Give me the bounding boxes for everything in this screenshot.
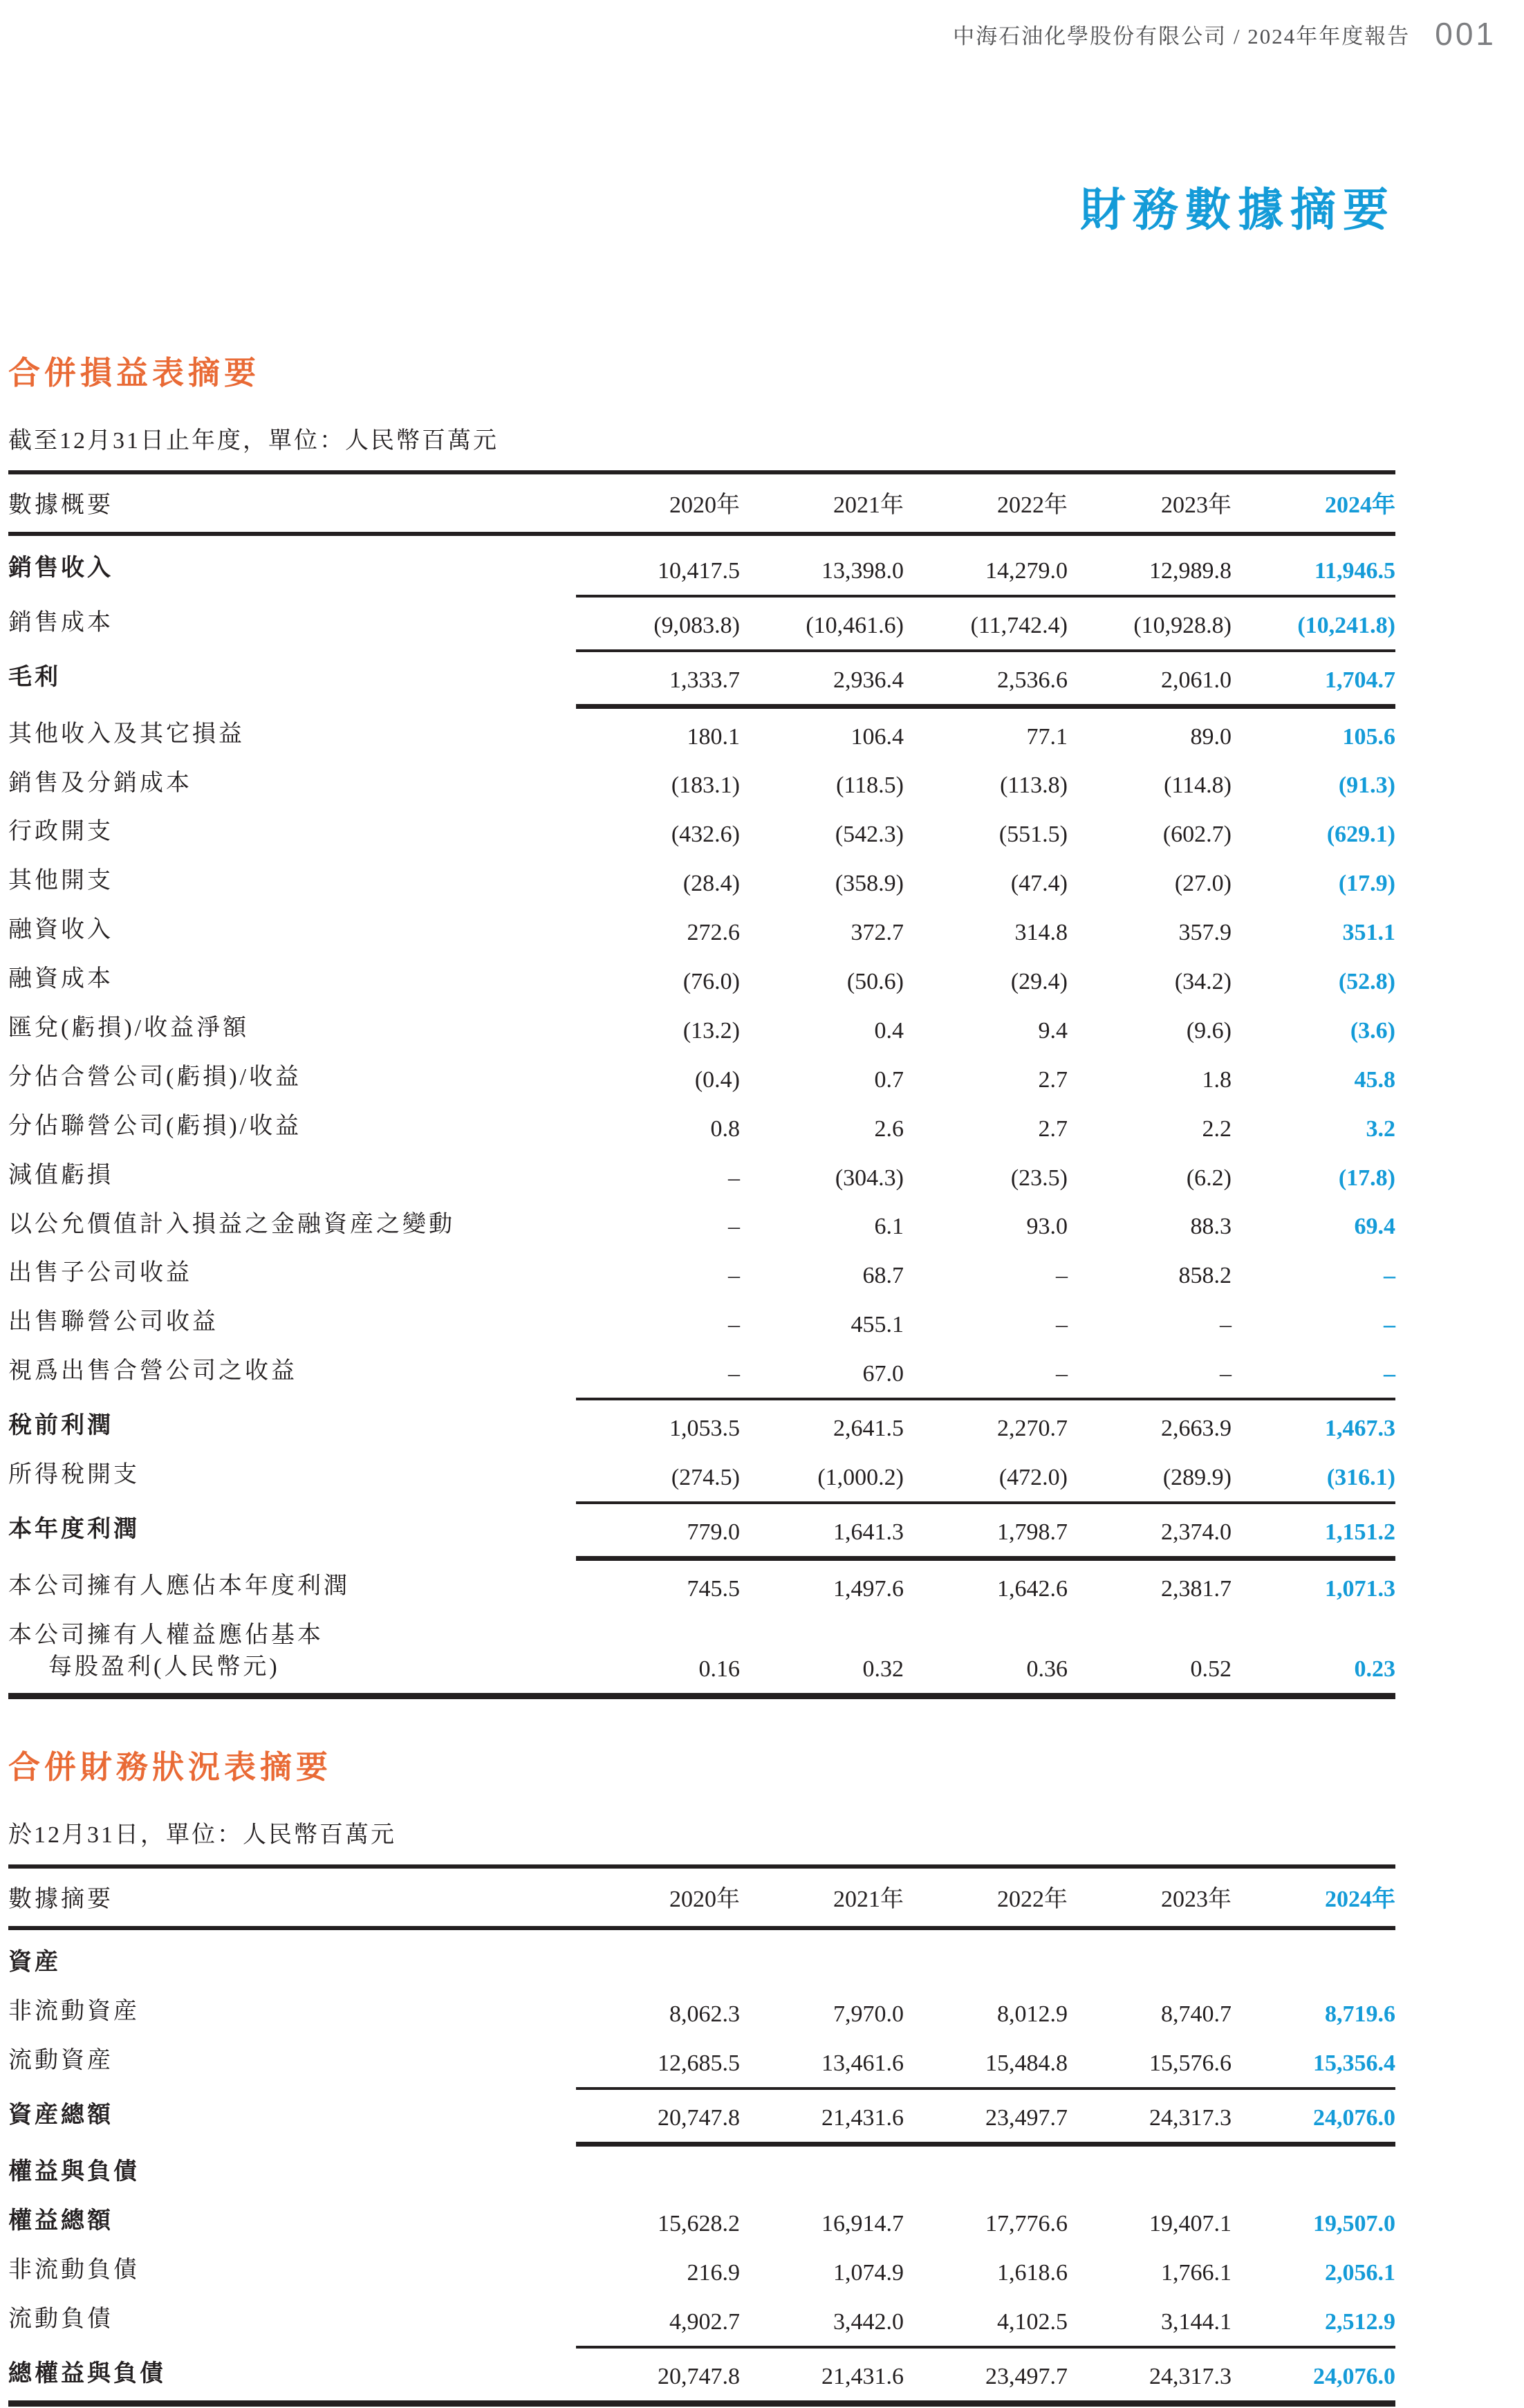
cell-value: (10,241.8)	[1297, 612, 1395, 638]
row-label-line1: 本公司擁有人權益應佔基本	[8, 1622, 324, 1648]
cell-value: 2,061.0	[1161, 667, 1232, 693]
income-statement-heading: 合併損益表摘要	[8, 355, 260, 391]
table-rule	[576, 1501, 1395, 1504]
cell-value: 1,618.6	[997, 2259, 1068, 2286]
cell-value: –	[1384, 1361, 1395, 1387]
cell-value: (472.0)	[998, 1464, 1068, 1490]
cell-value: (0.4)	[694, 1066, 740, 1093]
row-label: 以公允價值計入損益之金融資産之變動	[8, 1211, 455, 1237]
cell-value: (432.6)	[671, 822, 740, 848]
table-row	[8, 1102, 1395, 1151]
cell-value: 455.1	[851, 1312, 904, 1338]
cell-value: 3,442.0	[833, 2308, 904, 2335]
cell-value: 2,663.9	[1161, 1416, 1232, 1442]
cell-value: 2,512.9	[1325, 2308, 1395, 2335]
cell-value: 858.2	[1178, 1263, 1232, 1289]
cell-value: 2,056.1	[1325, 2259, 1395, 2286]
cell-value: 180.1	[687, 723, 740, 750]
cell-value: (629.1)	[1326, 822, 1395, 848]
table-row	[8, 1402, 1395, 1451]
cell-value: 779.0	[687, 1519, 740, 1545]
cell-value: (3.6)	[1350, 1017, 1395, 1044]
table-rule	[576, 595, 1395, 598]
cell-value: (1,000.2)	[817, 1464, 904, 1490]
column-header-label: 數據概要	[8, 492, 113, 518]
cell-value: 4,102.5	[997, 2308, 1068, 2335]
cell-value: –	[1056, 1263, 1068, 1289]
table-row	[8, 2148, 1395, 2197]
cell-value: 20,747.8	[658, 2363, 740, 2389]
table-row	[8, 1562, 1395, 1611]
cell-value: 0.23	[1354, 1656, 1395, 1683]
table-row	[8, 1004, 1395, 1053]
cell-value: 2,374.0	[1161, 1519, 1232, 1545]
cell-value: 1,151.2	[1325, 1519, 1395, 1545]
table-header-row	[8, 1864, 1395, 1930]
column-header-year: 2020年	[669, 492, 740, 518]
cell-value: (542.3)	[835, 822, 904, 848]
cell-value: –	[1056, 1361, 1068, 1387]
cell-value: 2,936.4	[833, 667, 904, 693]
cell-value: 1,642.6	[997, 1575, 1068, 1602]
cell-value: 13,461.6	[821, 2050, 904, 2077]
row-label: 出售子公司收益	[8, 1260, 192, 1286]
cell-value: 77.1	[1026, 723, 1068, 750]
cell-value: 15,356.4	[1313, 2050, 1395, 2077]
cell-value: (29.4)	[1010, 969, 1068, 995]
financial-position-heading: 合併財務狀況表摘要	[8, 1750, 332, 1786]
table-row	[8, 1151, 1395, 1201]
row-label: 權益總額	[8, 2207, 113, 2234]
cell-value: (28.4)	[682, 871, 740, 897]
cell-value: (551.5)	[998, 822, 1068, 848]
column-header-year: 2021年	[833, 492, 904, 518]
table-row	[8, 2295, 1395, 2344]
table-rule	[576, 1556, 1395, 1561]
cell-value: 2,536.6	[997, 667, 1068, 693]
table-row	[8, 1298, 1395, 1347]
cell-value: 1,641.3	[833, 1519, 904, 1545]
row-label: 分佔聯營公司(虧損)/收益	[8, 1113, 302, 1139]
row-label: 銷售及分銷成本	[8, 770, 192, 796]
cell-value: 272.6	[687, 920, 740, 946]
table-rule	[576, 2087, 1395, 2090]
row-label: 非流動資産	[8, 1999, 140, 2025]
cell-value: 372.7	[851, 920, 904, 946]
row-label: 所得稅開支	[8, 1462, 140, 1488]
cell-value: –	[728, 1263, 740, 1289]
cell-value: (114.8)	[1164, 772, 1232, 799]
cell-value: –	[728, 1214, 740, 1240]
cell-value: (91.3)	[1338, 772, 1395, 799]
row-label: 權益與負債	[8, 2159, 140, 2185]
cell-value: (316.1)	[1326, 1464, 1395, 1490]
cell-value: 11,946.5	[1314, 557, 1395, 584]
cell-value: 15,484.8	[985, 2050, 1068, 2077]
cell-value: 23,497.7	[985, 2363, 1068, 2389]
cell-value: 3,144.1	[1161, 2308, 1232, 2335]
cell-value: 351.1	[1342, 920, 1395, 946]
cell-value: 8,740.7	[1161, 2001, 1232, 2028]
cell-value: 7,970.0	[833, 2001, 904, 2028]
cell-value: 314.8	[1014, 920, 1068, 946]
cell-value: (274.5)	[671, 1464, 740, 1490]
cell-value: 1,053.5	[669, 1416, 740, 1442]
cell-value: (183.1)	[671, 772, 740, 799]
cell-value: (9,083.8)	[653, 612, 740, 638]
table-row	[8, 857, 1395, 906]
cell-value: –	[728, 1361, 740, 1387]
table-row	[8, 808, 1395, 857]
table-row	[8, 759, 1395, 808]
cell-value: 3.2	[1366, 1115, 1395, 1142]
table-rule	[576, 704, 1395, 709]
cell-value: 10,417.5	[658, 557, 740, 584]
cell-value: 88.3	[1190, 1214, 1232, 1240]
cell-value: 6.1	[874, 1214, 904, 1240]
cell-value: 1,704.7	[1325, 667, 1395, 693]
cell-value: 8,062.3	[669, 2001, 740, 2028]
cell-value: (17.8)	[1338, 1165, 1395, 1191]
financial-position-table	[8, 1864, 1395, 2406]
cell-value: –	[1384, 1263, 1395, 1289]
table-row	[8, 544, 1395, 593]
page-number: 001	[1435, 16, 1496, 52]
cell-value: 69.4	[1354, 1214, 1395, 1240]
cell-value: 19,407.1	[1149, 2210, 1232, 2236]
table-rule	[576, 2346, 1395, 2349]
row-label-line2: 每股盈利(人民幣元)	[48, 1654, 280, 1680]
table-row	[8, 906, 1395, 955]
table-header-row	[8, 470, 1395, 536]
cell-value: 2.6	[874, 1115, 904, 1142]
cell-value: 21,431.6	[821, 2105, 904, 2131]
row-label: 流動資産	[8, 2048, 113, 2074]
row-label: 資産總額	[8, 2102, 113, 2129]
table-rule	[576, 2142, 1395, 2147]
table-rule	[576, 1398, 1395, 1400]
row-label: 融資收入	[8, 917, 113, 943]
cell-value: 24,076.0	[1313, 2105, 1395, 2131]
table-rule	[576, 649, 1395, 652]
table-row	[8, 1988, 1395, 2037]
row-label: 匯兌(虧損)/收益淨額	[8, 1015, 250, 1041]
cell-value: (6.2)	[1186, 1165, 1232, 1191]
cell-value: –	[1220, 1312, 1232, 1338]
table-row	[8, 1347, 1395, 1396]
cell-value: (304.3)	[835, 1165, 904, 1191]
table-row	[8, 2350, 1395, 2399]
column-header-year: 2022年	[997, 1887, 1068, 1913]
table-row	[8, 2197, 1395, 2246]
table-body	[8, 1930, 1395, 2406]
cell-value: (17.9)	[1338, 871, 1395, 897]
cell-value: (118.5)	[836, 772, 904, 799]
row-label: 分佔合營公司(虧損)/收益	[8, 1064, 302, 1090]
cell-value: –	[1056, 1312, 1068, 1338]
cell-value: (10,461.6)	[806, 612, 904, 638]
table-row	[8, 710, 1395, 759]
cell-value: 8,719.6	[1325, 2001, 1395, 2028]
cell-value: (10,928.8)	[1133, 612, 1232, 638]
column-header-label: 數據摘要	[8, 1887, 113, 1913]
table-row	[8, 2037, 1395, 2086]
cell-value: 2.7	[1038, 1115, 1068, 1142]
cell-value: 24,076.0	[1313, 2363, 1395, 2389]
cell-value: 21,431.6	[821, 2363, 904, 2389]
cell-value: 9.4	[1038, 1017, 1068, 1044]
table-rule	[8, 2400, 1395, 2407]
row-label: 本公司擁有人應佔本年度利潤	[8, 1573, 350, 1599]
row-label: 流動負債	[8, 2306, 113, 2332]
cell-value: 2,641.5	[833, 1416, 904, 1442]
table-row	[8, 599, 1395, 648]
table-row	[8, 1938, 1395, 1988]
cell-value: –	[1384, 1312, 1395, 1338]
cell-value: 15,576.6	[1149, 2050, 1232, 2077]
cell-value: 24,317.3	[1149, 2363, 1232, 2389]
cell-value: –	[1220, 1361, 1232, 1387]
income-statement-table	[8, 470, 1395, 1699]
cell-value: (358.9)	[835, 871, 904, 897]
report-title-text: 中海石油化學股份有限公司 / 2024年年度報告	[953, 24, 1411, 48]
row-label: 銷售成本	[8, 609, 113, 636]
cell-value: (289.9)	[1162, 1464, 1232, 1490]
table-row	[8, 1451, 1395, 1500]
table-rule	[8, 1693, 1395, 1699]
cell-value: (47.4)	[1010, 871, 1068, 897]
row-label: 其他開支	[8, 868, 113, 894]
cell-value: 0.32	[862, 1656, 904, 1683]
cell-value: 1,766.1	[1161, 2259, 1232, 2286]
table-row	[8, 1506, 1395, 1555]
table-row	[8, 2091, 1395, 2140]
column-header-year: 2020年	[669, 1887, 740, 1913]
table-row	[8, 2246, 1395, 2295]
cell-value: 2.7	[1038, 1066, 1068, 1093]
cell-value: 1.8	[1202, 1066, 1232, 1093]
cell-value: 45.8	[1354, 1066, 1395, 1093]
cell-value: 0.36	[1026, 1656, 1068, 1683]
page-title: 財務數據摘要	[1080, 185, 1395, 236]
cell-value: 1,497.6	[833, 1575, 904, 1602]
cell-value: 2,270.7	[997, 1416, 1068, 1442]
cell-value: 12,989.8	[1149, 557, 1232, 584]
cell-value: (13.2)	[682, 1017, 740, 1044]
cell-value: 1,798.7	[997, 1519, 1068, 1545]
row-label: 減值虧損	[8, 1162, 113, 1188]
cell-value: (113.8)	[1000, 772, 1068, 799]
cell-value: (27.0)	[1174, 871, 1232, 897]
column-header-year: 2024年	[1325, 1887, 1395, 1913]
row-label: 視爲出售合營公司之收益	[8, 1358, 297, 1384]
cell-value: 2.2	[1202, 1115, 1232, 1142]
cell-value: 15,628.2	[658, 2210, 740, 2236]
cell-value: 216.9	[687, 2259, 740, 2286]
row-label: 其他收入及其它損益	[8, 721, 245, 747]
cell-value: 23,497.7	[985, 2105, 1068, 2131]
cell-value: 745.5	[687, 1575, 740, 1602]
cell-value: 0.16	[698, 1656, 740, 1683]
row-label: 非流動負債	[8, 2257, 140, 2283]
table-row	[8, 1201, 1395, 1250]
column-header-year: 2022年	[997, 492, 1068, 518]
cell-value: 24,317.3	[1149, 2105, 1232, 2131]
cell-value: 2,381.7	[1161, 1575, 1232, 1602]
cell-value: 1,467.3	[1325, 1416, 1395, 1442]
row-label: 銷售收入	[8, 555, 113, 581]
cell-value: 0.52	[1190, 1656, 1232, 1683]
cell-value: 67.0	[862, 1361, 904, 1387]
cell-value: (52.8)	[1338, 969, 1395, 995]
cell-value: 89.0	[1190, 723, 1232, 750]
cell-value: 106.4	[851, 723, 904, 750]
cell-value: –	[728, 1165, 740, 1191]
cell-value: 0.7	[874, 1066, 904, 1093]
cell-value: (34.2)	[1174, 969, 1232, 995]
table-row	[8, 1053, 1395, 1102]
cell-value: 68.7	[862, 1263, 904, 1289]
cell-value: 12,685.5	[658, 2050, 740, 2077]
financial-position-subtitle: 於12月31日，單位：人民幣百萬元	[8, 1822, 396, 1849]
cell-value: (23.5)	[1010, 1165, 1068, 1191]
cell-value: 20,747.8	[658, 2105, 740, 2131]
row-label: 毛利	[8, 664, 61, 690]
cell-value: 105.6	[1342, 723, 1395, 750]
row-label: 資産	[8, 1949, 61, 1976]
cell-value: (76.0)	[682, 969, 740, 995]
row-label: 稅前利潤	[8, 1413, 113, 1439]
column-header-year: 2023年	[1161, 492, 1232, 518]
cell-value: (9.6)	[1186, 1017, 1232, 1044]
table-row	[8, 1249, 1395, 1298]
cell-value: 16,914.7	[821, 2210, 904, 2236]
cell-value: 1,333.7	[669, 667, 740, 693]
row-label: 總權益與負債	[8, 2360, 166, 2387]
cell-value: (11,742.4)	[970, 612, 1068, 638]
cell-value: 357.9	[1178, 920, 1232, 946]
cell-value: 1,074.9	[833, 2259, 904, 2286]
table-row	[8, 1611, 1395, 1692]
income-statement-subtitle: 截至12月31日止年度，單位：人民幣百萬元	[8, 428, 499, 454]
cell-value: 14,279.0	[985, 557, 1068, 584]
row-label: 融資成本	[8, 966, 113, 992]
cell-value: (50.6)	[846, 969, 904, 995]
cell-value: 17,776.6	[985, 2210, 1068, 2236]
cell-value: 0.4	[874, 1017, 904, 1044]
cell-value: 0.8	[710, 1115, 740, 1142]
cell-value: 13,398.0	[821, 557, 904, 584]
row-label: 出售聯營公司收益	[8, 1309, 219, 1335]
row-label: 本年度利潤	[8, 1516, 140, 1542]
row-label: 行政開支	[8, 819, 113, 845]
column-header-year: 2023年	[1161, 1887, 1232, 1913]
cell-value: 19,507.0	[1313, 2210, 1395, 2236]
cell-value: 4,902.7	[669, 2308, 740, 2335]
cell-value: 1,071.3	[1325, 1575, 1395, 1602]
cell-value: 8,012.9	[997, 2001, 1068, 2028]
cell-value: 93.0	[1026, 1214, 1068, 1240]
table-row	[8, 955, 1395, 1004]
page-content	[8, 0, 1395, 2408]
cell-value: (602.7)	[1162, 822, 1232, 848]
cell-value: –	[728, 1312, 740, 1338]
row-label	[8, 1620, 576, 1683]
column-header-year: 2024年	[1325, 492, 1395, 518]
column-header-year: 2021年	[833, 1887, 904, 1913]
table-body	[8, 536, 1395, 1699]
table-row	[8, 654, 1395, 703]
